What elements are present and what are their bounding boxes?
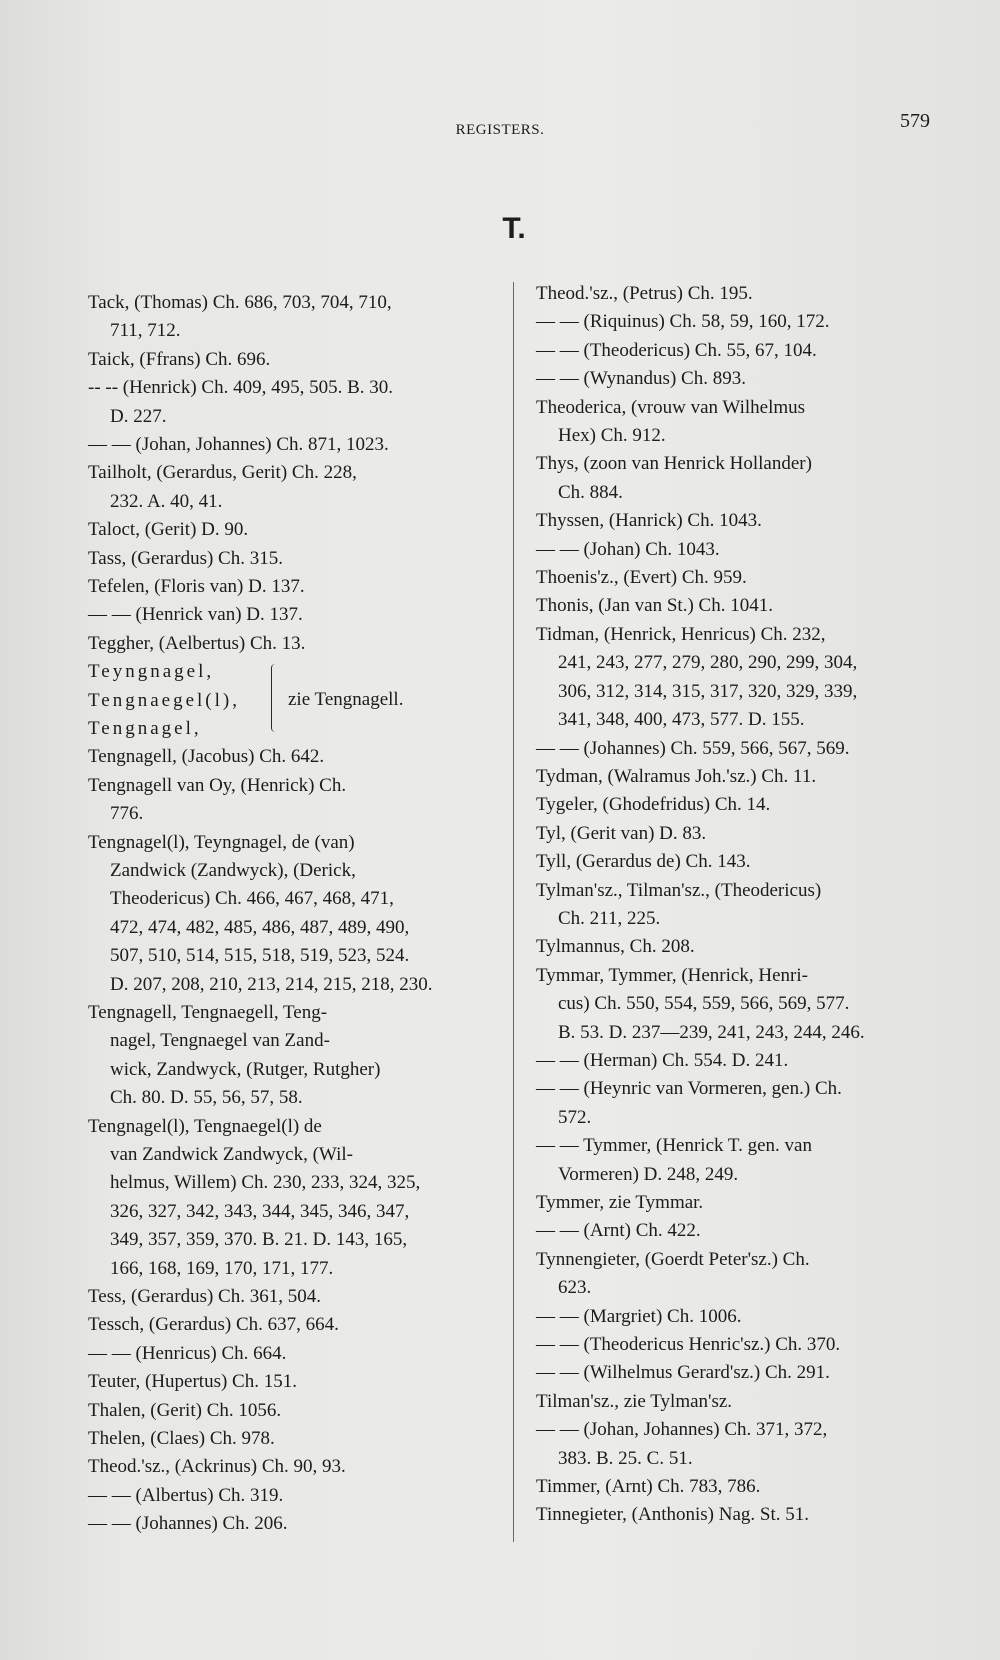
register-entry-continuation: 711, 712.: [110, 320, 181, 342]
register-entry: Thelen, (Claes) Ch. 978.: [88, 1428, 275, 1450]
register-entry-continuation: cus) Ch. 550, 554, 559, 566, 569, 577.: [558, 993, 850, 1015]
register-entry-continuation: van Zandwick Zandwyck, (Wil-: [110, 1143, 353, 1165]
brace-group-entry: [88, 658, 508, 743]
register-entry-continuation: Ch. 211, 225.: [558, 907, 661, 929]
register-entry-continuation: D. 207, 208, 210, 213, 214, 215, 218, 230.: [110, 973, 433, 995]
register-entry: — — (Albertus) Ch. 319.: [88, 1484, 284, 1506]
register-entry: — — (Heynric van Vormeren, gen.) Ch.: [536, 1078, 842, 1100]
register-entry: Thyssen, (Hanrick) Ch. 1043.: [536, 510, 762, 532]
register-column-left: [88, 289, 508, 1539]
register-entry: Tefelen, (Floris van) D. 137.: [88, 576, 305, 598]
register-entry: Thalen, (Gerit) Ch. 1056.: [88, 1399, 282, 1421]
register-entry: Tess, (Gerardus) Ch. 361, 504.: [88, 1286, 321, 1307]
register-entry-continuation: 776.: [110, 803, 144, 825]
register-entry: Tylman'sz., Tilman'sz., (Theodericus): [536, 879, 822, 901]
register-entry-continuation: helmus, Willem) Ch. 230, 233, 324, 325,: [110, 1172, 421, 1194]
register-entry-continuation: nagel, Tengnaegel van Zand-: [110, 1030, 330, 1052]
register-entry: Tengnagel(l), Tengnaegel(l) de: [88, 1115, 322, 1137]
register-entry: Tengnagell, Tengnaegell, Teng-: [88, 1001, 328, 1023]
register-entry: Tass, (Gerardus) Ch. 315.: [88, 547, 283, 569]
running-header: REGISTERS.: [455, 122, 545, 138]
register-entry: Tack, (Thomas) Ch. 686, 703, 704, 710,: [88, 292, 392, 313]
column-divider: [513, 282, 514, 1542]
register-entry: — — (Johan, Johannes) Ch. 871, 1023.: [88, 434, 389, 456]
register-entry: Tidman, (Henrick, Henricus) Ch. 232,: [536, 623, 826, 645]
register-entry: Tygeler, (Ghodefridus) Ch. 14.: [536, 794, 771, 816]
register-entry-continuation: wick, Zandwyck, (Rutger, Rutgher): [110, 1058, 381, 1080]
register-entry: Tymmar, Tymmer, (Henrick, Henri-: [536, 964, 808, 986]
register-entry-continuation: 166, 168, 169, 170, 171, 177.: [110, 1257, 334, 1279]
register-entry: Tymmer, zie Tymmar.: [536, 1192, 704, 1213]
section-letter-heading: T.: [502, 212, 526, 245]
register-entry: Taloct, (Gerit) D. 90.: [88, 519, 249, 541]
register-entry-continuation: Vormeren) D. 248, 249.: [558, 1163, 739, 1185]
register-entry: Taick, (Ffrans) Ch. 696.: [88, 348, 271, 370]
curly-brace-icon: [271, 664, 278, 732]
register-entry: Tengnagel(l), Teyngnagel, de (van): [88, 831, 355, 853]
register-entry: Tyll, (Gerardus de) Ch. 143.: [536, 851, 751, 873]
register-entry-continuation: Hex) Ch. 912.: [558, 425, 666, 447]
register-entry-continuation: 572.: [558, 1106, 592, 1128]
register-entry: Tilman'sz., zie Tylman'sz.: [536, 1390, 733, 1412]
register-entry: Thoenis'z., (Evert) Ch. 959.: [536, 567, 747, 589]
register-entry: — — (Wynandus) Ch. 893.: [536, 368, 746, 390]
register-entry: Tailholt, (Gerardus, Gerit) Ch. 228,: [88, 462, 357, 484]
register-entry: Tengnagell van Oy, (Henrick) Ch.: [88, 774, 347, 796]
page-number: 579: [900, 110, 930, 132]
register-entry: Thonis, (Jan van St.) Ch. 1041.: [536, 595, 773, 617]
register-entry: Timmer, (Arnt) Ch. 783, 786.: [536, 1476, 761, 1498]
register-entry-continuation: B. 53. D. 237—239, 241, 243, 244, 246.: [558, 1021, 865, 1043]
register-entry: Tynnengieter, (Goerdt Peter'sz.) Ch.: [536, 1248, 810, 1270]
register-entry: Tengnagell, (Jacobus) Ch. 642.: [88, 746, 325, 768]
register-entry: — — (Johannes) Ch. 559, 566, 567, 569.: [536, 737, 850, 759]
register-entry-continuation: 241, 243, 277, 279, 280, 290, 299, 304,: [558, 652, 858, 674]
register-entry: — — (Riquinus) Ch. 58, 59, 160, 172.: [536, 311, 830, 333]
register-entry: — — (Johannes) Ch. 206.: [88, 1513, 288, 1535]
register-entry: Theod.'sz., (Ackrinus) Ch. 90, 93.: [88, 1456, 346, 1478]
register-entry-continuation: Zandwick (Zandwyck), (Derick,: [110, 859, 356, 881]
register-entry: -- -- (Henrick) Ch. 409, 495, 505. B. 30.: [88, 377, 394, 399]
register-entry-continuation: Ch. 80. D. 55, 56, 57, 58.: [110, 1087, 303, 1109]
register-entry: Thys, (zoon van Henrick Hollander): [536, 453, 812, 475]
register-entry: Tydman, (Walramus Joh.'sz.) Ch. 11.: [536, 765, 817, 787]
register-entry: — — (Theodericus) Ch. 55, 67, 104.: [536, 339, 817, 361]
cross-reference: zie Tengnagell.: [288, 689, 404, 711]
register-entry-continuation: Ch. 884.: [558, 481, 623, 503]
register-headword: Tengnagel,: [88, 718, 202, 740]
register-entry: — — (Wilhelmus Gerard'sz.) Ch. 291.: [536, 1362, 830, 1384]
register-column-right: [536, 280, 961, 1530]
register-entry: Tinnegieter, (Anthonis) Nag. St. 51.: [536, 1504, 809, 1526]
register-entry: — — (Johan, Johannes) Ch. 371, 372,: [536, 1419, 828, 1441]
register-entry: — — (Theodericus Henric'sz.) Ch. 370.: [536, 1334, 841, 1356]
register-entry: — — (Johan) Ch. 1043.: [536, 538, 720, 560]
register-entry-continuation: 349, 357, 359, 370. B. 21. D. 143, 165,: [110, 1229, 408, 1251]
register-entry: Theoderica, (vrouw van Wilhelmus: [536, 396, 806, 418]
register-entry-continuation: 306, 312, 314, 315, 317, 320, 329, 339,: [558, 680, 858, 702]
register-headword: Teyngnagel,: [88, 661, 215, 683]
register-entry-continuation: Theodericus) Ch. 466, 467, 468, 471,: [110, 888, 394, 910]
register-entry-continuation: 623.: [558, 1277, 592, 1299]
register-entry: Theod.'sz., (Petrus) Ch. 195.: [536, 283, 753, 304]
register-entry-continuation: 326, 327, 342, 343, 344, 345, 346, 347,: [110, 1200, 410, 1222]
register-entry: — — (Herman) Ch. 554. D. 241.: [536, 1049, 789, 1071]
register-entry: — — (Arnt) Ch. 422.: [536, 1220, 701, 1242]
register-entry: Teuter, (Hupertus) Ch. 151.: [88, 1371, 297, 1393]
register-entry-continuation: 383. B. 25. C. 51.: [558, 1447, 693, 1469]
register-entry: — — (Margriet) Ch. 1006.: [536, 1305, 742, 1327]
register-entry-continuation: D. 227.: [110, 405, 167, 427]
register-entry-continuation: 507, 510, 514, 515, 518, 519, 523, 524.: [110, 945, 410, 967]
register-entry-continuation: 341, 348, 400, 473, 577. D. 155.: [558, 709, 805, 731]
register-entry-continuation: 472, 474, 482, 485, 486, 487, 489, 490,: [110, 916, 410, 938]
register-entry: — — (Henricus) Ch. 664.: [88, 1342, 287, 1364]
register-entry: Teggher, (Aelbertus) Ch. 13.: [88, 632, 306, 654]
register-entry: Tyl, (Gerit van) D. 83.: [536, 822, 707, 844]
register-entry: — — (Henrick van) D. 137.: [88, 604, 303, 626]
register-entry: Tessch, (Gerardus) Ch. 637, 664.: [88, 1314, 339, 1336]
register-headword: Tengnaegel(l),: [88, 689, 240, 711]
register-entry: — — Tymmer, (Henrick T. gen. van: [536, 1135, 812, 1157]
register-entry-continuation: 232. A. 40, 41.: [110, 490, 223, 512]
register-entry: Tylmannus, Ch. 208.: [536, 936, 695, 958]
